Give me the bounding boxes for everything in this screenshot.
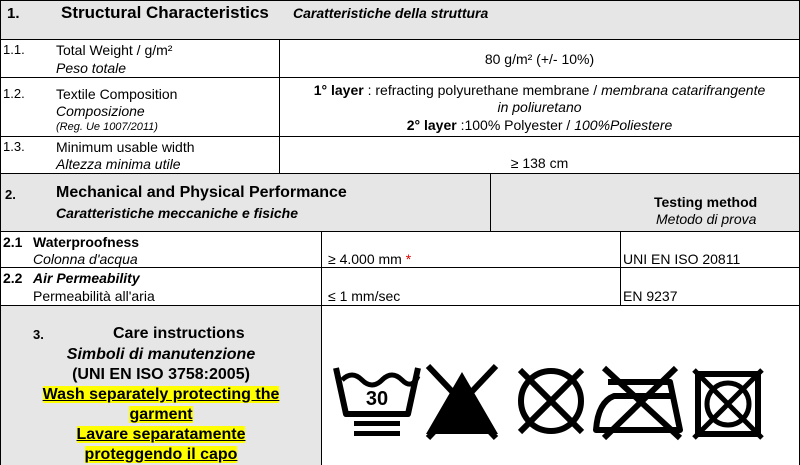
testing-method-title-it: Metodo di prova: [656, 211, 757, 227]
row-2-2-method: [620, 267, 800, 306]
section2-header: [0, 173, 491, 232]
row-label-it: Peso totale: [56, 60, 127, 76]
row-2-2-value: [321, 267, 621, 306]
layer1-text-it: membrana catarifrangente: [601, 82, 766, 98]
row-1-2-value: [279, 77, 800, 137]
layer2-line: [280, 118, 799, 132]
layer1-line: [280, 83, 799, 97]
air-permeability-value: ≤ 1 mm/sec: [328, 288, 401, 304]
row-label: Air Permeability: [33, 270, 140, 286]
section2-title-it: Caratteristiche meccaniche e fisiche: [56, 205, 299, 221]
section1-title-it: Caratteristiche della struttura: [293, 5, 489, 21]
section3-header: [0, 305, 322, 465]
wash-30-gentle-icon: [332, 360, 422, 440]
care-note-it-2: proteggendo il capo: [84, 446, 238, 463]
do-not-tumble-dry-icon: [692, 368, 764, 440]
row-2-2-label: [0, 267, 322, 306]
row-number: 2.2: [3, 270, 23, 286]
row-number: 2.1: [3, 234, 23, 250]
row-2-1-method: [620, 231, 800, 268]
row-1-1-value: [279, 39, 800, 78]
waterproofness-value-line: [328, 252, 411, 266]
asterisk-mark: *: [405, 251, 412, 267]
row-1-3-label: [0, 136, 280, 174]
row-2-1-value: [321, 231, 621, 268]
care-note-en-1: Wash separately protecting the: [42, 386, 280, 403]
min-width-value: ≥ 138 cm: [510, 155, 569, 171]
testing-method-header: [490, 173, 800, 232]
section2-title: Mechanical and Physical Performance: [56, 184, 347, 201]
row-number: 1.2.: [3, 86, 25, 101]
care-symbols-cell: [321, 305, 800, 465]
care-note-en-2: garment: [129, 406, 193, 423]
do-not-bleach-icon: [422, 362, 502, 442]
do-not-dry-clean-icon: [512, 362, 590, 440]
row-number: 1.3.: [3, 139, 25, 154]
row-label-it: Composizione: [56, 103, 145, 119]
row-label: Minimum usable width: [56, 139, 195, 155]
section2-number: 2.: [5, 187, 16, 202]
wash-temp-label: 30: [365, 388, 389, 410]
layer1-label: 1° layer: [313, 82, 364, 98]
section3-title: Care instructions: [113, 325, 245, 342]
layer1-line-2: in poliuretano: [497, 99, 582, 115]
row-label: Total Weight / g/m²: [56, 42, 173, 58]
section3-title-it: Simboli di manutenzione: [66, 346, 256, 363]
row-label-it: Permeabilità all'aria: [33, 288, 155, 304]
section1-header: [0, 0, 800, 40]
layer2-label: 2° layer: [406, 117, 457, 133]
section1-number: 1.: [7, 5, 20, 22]
waterproofness-method: UNI EN ISO 20811: [623, 251, 741, 267]
row-1-1-label: [0, 39, 280, 78]
layer2-text: :100% Polyester /: [456, 117, 575, 133]
row-label-it: Altezza minima utile: [56, 156, 181, 172]
section1-title: Structural Characteristics: [61, 3, 269, 22]
row-number: 1.1.: [3, 42, 25, 57]
row-label-it: Colonna d'acqua: [33, 251, 138, 267]
row-label: Textile Composition: [56, 86, 178, 102]
care-note-it-1: Lavare separatamente: [76, 426, 246, 443]
row-label: Waterproofness: [33, 234, 140, 250]
layer2-text-it: 100%Poliestere: [574, 117, 673, 133]
regulation-note: (Reg. Ue 1007/2011): [56, 121, 158, 133]
air-permeability-method: EN 9237: [623, 288, 678, 304]
section3-number: 3.: [33, 327, 44, 342]
layer1-text: : refracting polyurethane membrane /: [363, 82, 602, 98]
row-1-2-label: [0, 77, 280, 137]
care-standard: (UNI EN ISO 3758:2005): [72, 366, 250, 383]
waterproofness-value: ≥ 4.000 mm: [328, 251, 402, 267]
testing-method-title: Testing method: [654, 194, 758, 210]
do-not-iron-icon: [590, 362, 690, 442]
total-weight-value: 80 g/m² (+/- 10%): [484, 51, 595, 67]
row-2-1-label: [0, 231, 322, 268]
row-1-3-value: [279, 136, 800, 174]
